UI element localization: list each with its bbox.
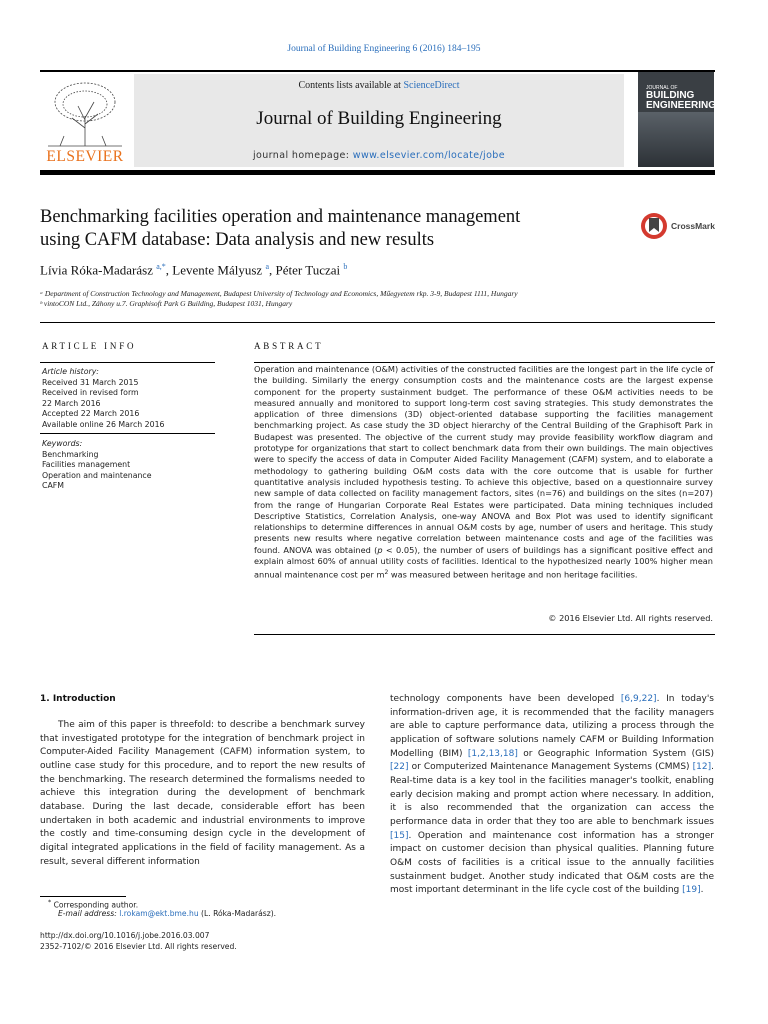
intro-right-column: technology components have been developed [6,9,22]. In today's information-driven age, it is recommended that the facility managers are able to capture performance data, utilizing a process through the application of software solutions namely CAFM or Building Information Modelling (BIM) [1,2,13,18] or Geographic Information System (GIS) [22] or Computerized Maintenance Management Systems (CMMS) [12]. Real-time data is a key tool in the facilities manager's toolkit, enabling early decision making and prompt action where necessary. In addition, it is also recommended that the organization can access the performance data in order that they too are able to benchmark issues [15]. Operation and maintenance cost information has a stronger impact on customer decision than physical qualities. Planning future O&M costs of facilities is a critical issue to the annually facilities sustainment budget. Another study indicated that O&M costs are the most important determinant in the life cycle cost of the building [19]. [390, 694, 714, 896]
abstract-heading: ABSTRACT [254, 341, 324, 351]
history-item: Available online 26 March 2016 [42, 419, 165, 429]
paper-title-line-1: Benchmarking facilities operation and maintenance management [40, 207, 521, 227]
cover-title-line-2: ENGINEERING [646, 100, 717, 111]
article-info-rule [40, 362, 215, 363]
author-separator: , [165, 262, 173, 278]
crossmark-icon [640, 210, 668, 242]
author-separator: , [269, 262, 276, 278]
corresponding-author-note: * Corresponding author. [48, 899, 139, 910]
doi-link[interactable]: http://dx.doi.org/10.1016/j.jobe.2016.03.007 [40, 931, 210, 940]
crossmark-button[interactable] [640, 210, 720, 244]
history-item: Accepted 22 March 2016 [42, 409, 140, 419]
sciencedirect-link[interactable]: ScienceDirect [403, 80, 460, 91]
cover-small-label: JOURNAL OF [646, 85, 678, 91]
citation-link[interactable]: [22] [390, 762, 409, 773]
journal-cover-image [638, 72, 717, 167]
citation-link[interactable]: [15] [390, 830, 409, 841]
author-name: Lívia Róka-Madarász [40, 262, 153, 278]
homepage-link[interactable]: www.elsevier.com/locate/jobe [352, 150, 505, 161]
author-name: Levente Mályusz [172, 262, 263, 278]
abstract-rule [254, 362, 715, 363]
section-rule [40, 322, 715, 323]
cover-graphic [638, 112, 714, 167]
article-info-heading: ARTICLE INFO [42, 341, 137, 351]
footnote-rule [40, 896, 126, 897]
author-name: Péter Tuczai [275, 262, 341, 278]
header-thick-rule [40, 170, 715, 175]
paper-title [40, 206, 630, 252]
contents-line: Contents lists available at ScienceDirect [298, 80, 460, 91]
cover-title-line-1: BUILDING [646, 90, 695, 101]
abstract-text: Operation and maintenance (O&M) activities of the constructed facilities are the longest part in the life cycle of the building. Similarly the energy consumption costs and the maintenance costs are the largest expense component for the property sustainment budget. The performance of these O&M activities needs to be measured annually and monitored to support long-term cost saving strategies. This study demonstrates the application of three dimensions (3D) object-oriented database supporting the facilities management benchmarking project. As case study the 3D object hierarchy of the Central Building of the Graphisoft Park in Budapest was presented. The objective of the current study may provide feasibility workflow diagram and prototype for organizations that start to collect benchmark data from their own buildings. The main objectives were to specify the access of data in Computer Aided Facility Management (CAFM) system, and to elaborate a methodology to gathering building O&M costs data with the core outcome that is usable for further quantitative analysis included hypothesis testing. To achieve this objective, based on a questionnaire survey new sample of data collected on facility management factors, sites (n=76) and buildings on the sites (n=207) from the range of Hungarian Corporate Real Estates were participated. Data mining techniques included Descriptive Statistics, Correlation Analysis, one-way ANOVA and Box Plot was used to identify significant relationships to determine differences in annual O&M costs by age, number of users and heritage. This study presents new results where negative correlation between maintenance costs and age of the facilities was found. ANOVA was obtained (p < 0.05), the number of users of buildings has a significant positive effect and explain almost 60% of annual utility costs of facilities. Identical to the hypothesized nearly 100% higher mean annual maintenance cost per $m^2$ was measured between heritage and non heritage facilities. [254, 364, 713, 581]
email-link[interactable]: l.rokam@ekt.bme.hu [119, 909, 199, 918]
affiliation-b: ᵇ vintoCON Ltd., Záhony u.7. Graphisoft Park G Building, Budapest 1031, Hungary [40, 299, 293, 308]
introduction-heading: 1. Introduction [40, 694, 116, 704]
abstract-copyright: © 2016 Elsevier Ltd. All rights reserved. [548, 613, 713, 623]
author-affiliation-marker[interactable]: b [343, 262, 348, 271]
citation-link[interactable]: [6,9,22] [620, 694, 657, 704]
cover-title [646, 85, 717, 111]
journal-title: Journal of Building Engineering [256, 108, 502, 129]
journal-reference[interactable]: Journal of Building Engineering 6 (2016) 184–195 [287, 44, 481, 54]
article-history [42, 367, 217, 431]
author-list [40, 262, 720, 278]
header-top-rule [40, 70, 715, 72]
history-item: Received 31 March 2015 [42, 377, 139, 387]
citation-link[interactable]: [1,2,13,18] [467, 748, 518, 759]
keyword-item: Facilities management [42, 460, 131, 470]
citation-link[interactable]: [19] [682, 885, 701, 896]
history-label: Article history: [42, 367, 99, 376]
keyword-item: CAFM [42, 481, 64, 491]
keyword-item: Operation and maintenance [42, 470, 152, 480]
history-item: Received in revised form [42, 388, 139, 398]
intro-left-column: The aim of this paper is threefold: to describe a benchmark survey that investigated prototype for the integration of benchmark project in Computer-Aided Facility Management (CAFM) information system, to outline case study for this procedure, and to report the new results of the benchmarking. The research determined the formalisms needed to achieve this integration during the development of benchmark database. During the last decade, considerable effort has been undertaken in both academic and industrial environments to improve the costly and time-consuming design cycle in the development of digital integrated applications in the field of facility management. As a result, several different information [40, 720, 365, 867]
paper-title-line-2: using CAFM database: Data analysis and new results [40, 230, 435, 250]
history-item: 22 March 2016 [42, 398, 101, 408]
elsevier-tree-icon [40, 78, 130, 148]
elsevier-wordmark: ELSEVIER [46, 148, 124, 165]
issn-line: 2352-7102/© 2016 Elsevier Ltd. All rights reserved. [40, 942, 237, 951]
email-note: E-mail address: l.rokam@ekt.bme.hu (L. Róka-Madarász). [58, 909, 277, 918]
keywords-label: Keywords: [42, 439, 83, 448]
elsevier-logo [40, 78, 130, 166]
author-affiliation-marker[interactable]: a,* [156, 262, 166, 271]
crossmark-label: CrossMark [671, 221, 715, 231]
keyword-item: Benchmarking [42, 449, 99, 459]
citation-link[interactable]: [12] [692, 762, 712, 773]
affiliation-a: ᵃ Department of Construction Technology and Management, Budapest University of Technology and Economics, Műegyetem rkp. 3-9, Budapest 1111, Hungary [40, 289, 518, 298]
journal-homepage: journal homepage: www.elsevier.com/locate/jobe [253, 150, 505, 161]
keywords [42, 439, 217, 492]
author-affiliation-marker[interactable]: a [265, 262, 269, 271]
abstract-bottom-rule [254, 634, 715, 635]
history-rule [40, 433, 215, 434]
